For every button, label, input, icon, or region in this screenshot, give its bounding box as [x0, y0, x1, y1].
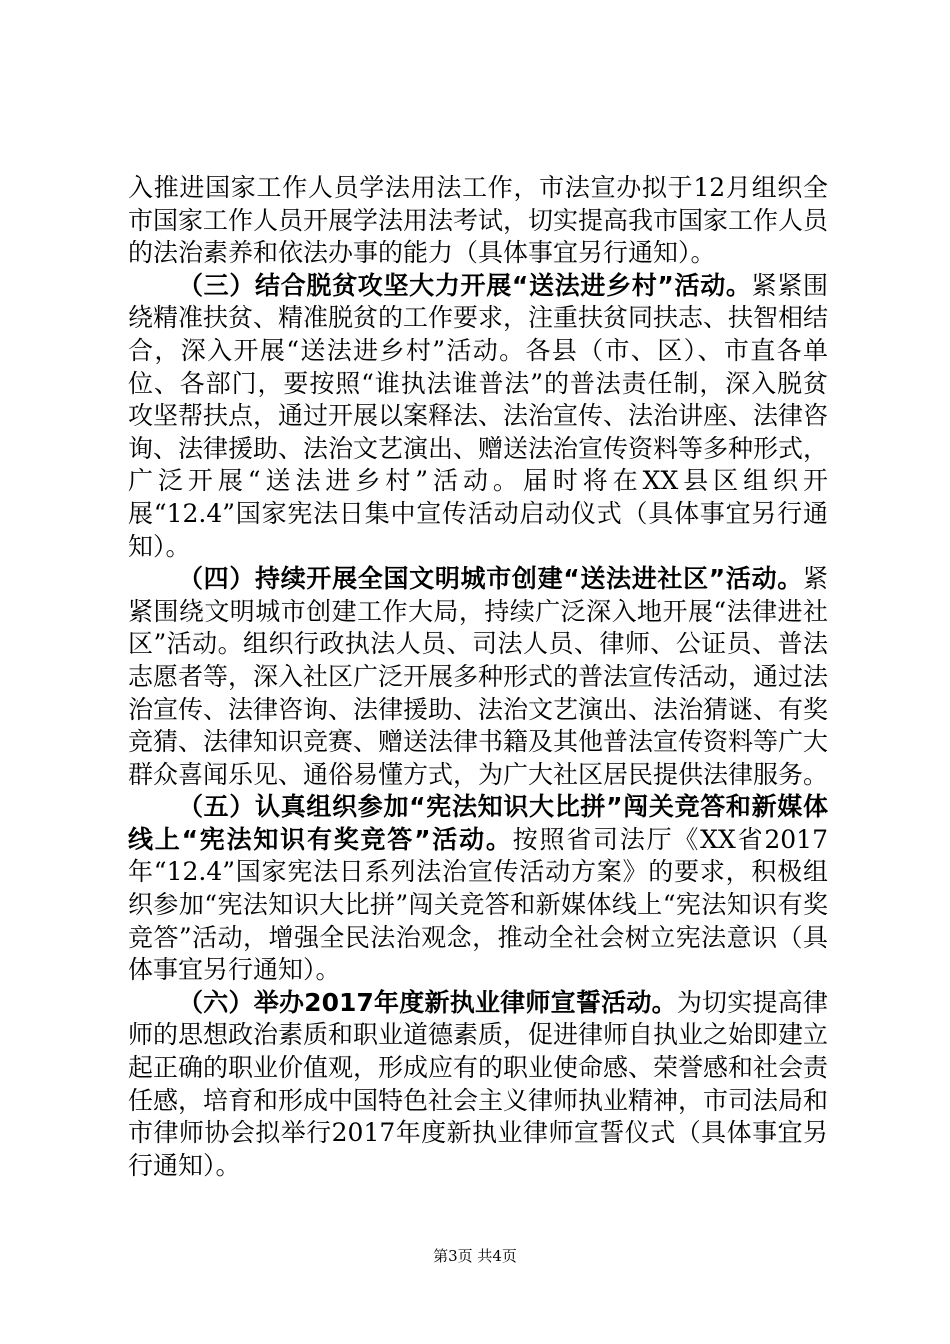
document-body: [128, 172, 828, 1182]
section-four-heading: （四）持续开展全国文明城市创建“送法进社区”活动。: [178, 564, 803, 594]
section-six-paragraph: [128, 987, 828, 1183]
section-six-text: 为切实提高律师的思想政治素质和职业道德素质，促进律师自执业之始即建立起正确的职业价值观，形成应有的职业使命感、荣誉感和社会责任感，培育和形成中国特色社会主义律师执业精神，市司法局和市律师协会拟举行2017年度新执业律师宣誓仪式（具体事宜另行通知）。: [128, 987, 829, 1180]
section-five-heading: （五）认真组织参加“宪法知识大比拼”闯关竞答和新媒体线上“宪法知识有奖竞答”活动。: [128, 792, 828, 854]
section-three-paragraph: [128, 270, 828, 563]
section-four-text: 紧紧围绕文明城市创建工作大局，持续广泛深入地开展“法律进社区”活动。组织行政执法人员、司法人员、律师、公证员、普法志愿者等，深入社区广泛开展多种形式的普法宣传活动，通过法治宣传、法律咨询、法律援助、法治文艺演出、法治猜谜、有奖竞猜、法律知识竞赛、赠送法律书籍及其他普法宣传资料等广大群众喜闻乐见、通俗易懂方式，为广大社区居民提供法律服务。: [128, 564, 829, 789]
page-number: 第3页 共4页: [433, 1247, 517, 1265]
section-three-text: 紧紧围绕精准扶贫、精准脱贫的工作要求，注重扶贫同扶志、扶智相结合，深入开展“送法进乡村”活动。各县（市、区）、市直各单位、各部门，要按照“谁执法谁普法”的普法责任制，深入脱贫攻坚帮扶点，通过开展以案释法、法治宣传、法治讲座、法律咨询、法律援助、法治文艺演出、赠送法治宣传资料等多种形式，广泛开展“送法进乡村”活动。届时将在XX县区组织开展“12.4”国家宪法日集中宣传活动启动仪式（具体事宜另行通知）。: [128, 270, 829, 561]
paragraph-continuation: [128, 172, 828, 270]
page-footer: [0, 1246, 950, 1266]
section-five-paragraph: [128, 791, 828, 987]
section-six-heading: （六）举办2017年度新执业律师宣誓活动。: [178, 987, 677, 1017]
section-four-paragraph: [128, 563, 828, 791]
section-five-text: 按照省司法厅《XX省2017年“12.4”国家宪法日系列法治宣传活动方案》的要求，积极组织参加“宪法知识大比拼”闯关竞答和新媒体线上“宪法知识有奖竞答”活动，增强全民法治观念，推动全社会树立宪法意识（具体事宜另行通知）。: [128, 824, 828, 985]
paragraph-text: 入推进国家工作人员学法用法工作，市法宣办拟于12月组织全市国家工作人员开展学法用法考试，切实提高我市国家工作人员的法治素养和依法办事的能力（具体事宜另行通知）。: [128, 173, 829, 268]
section-three-heading: （三）结合脱贫攻坚大力开展“送法进乡村”活动。: [178, 270, 752, 300]
